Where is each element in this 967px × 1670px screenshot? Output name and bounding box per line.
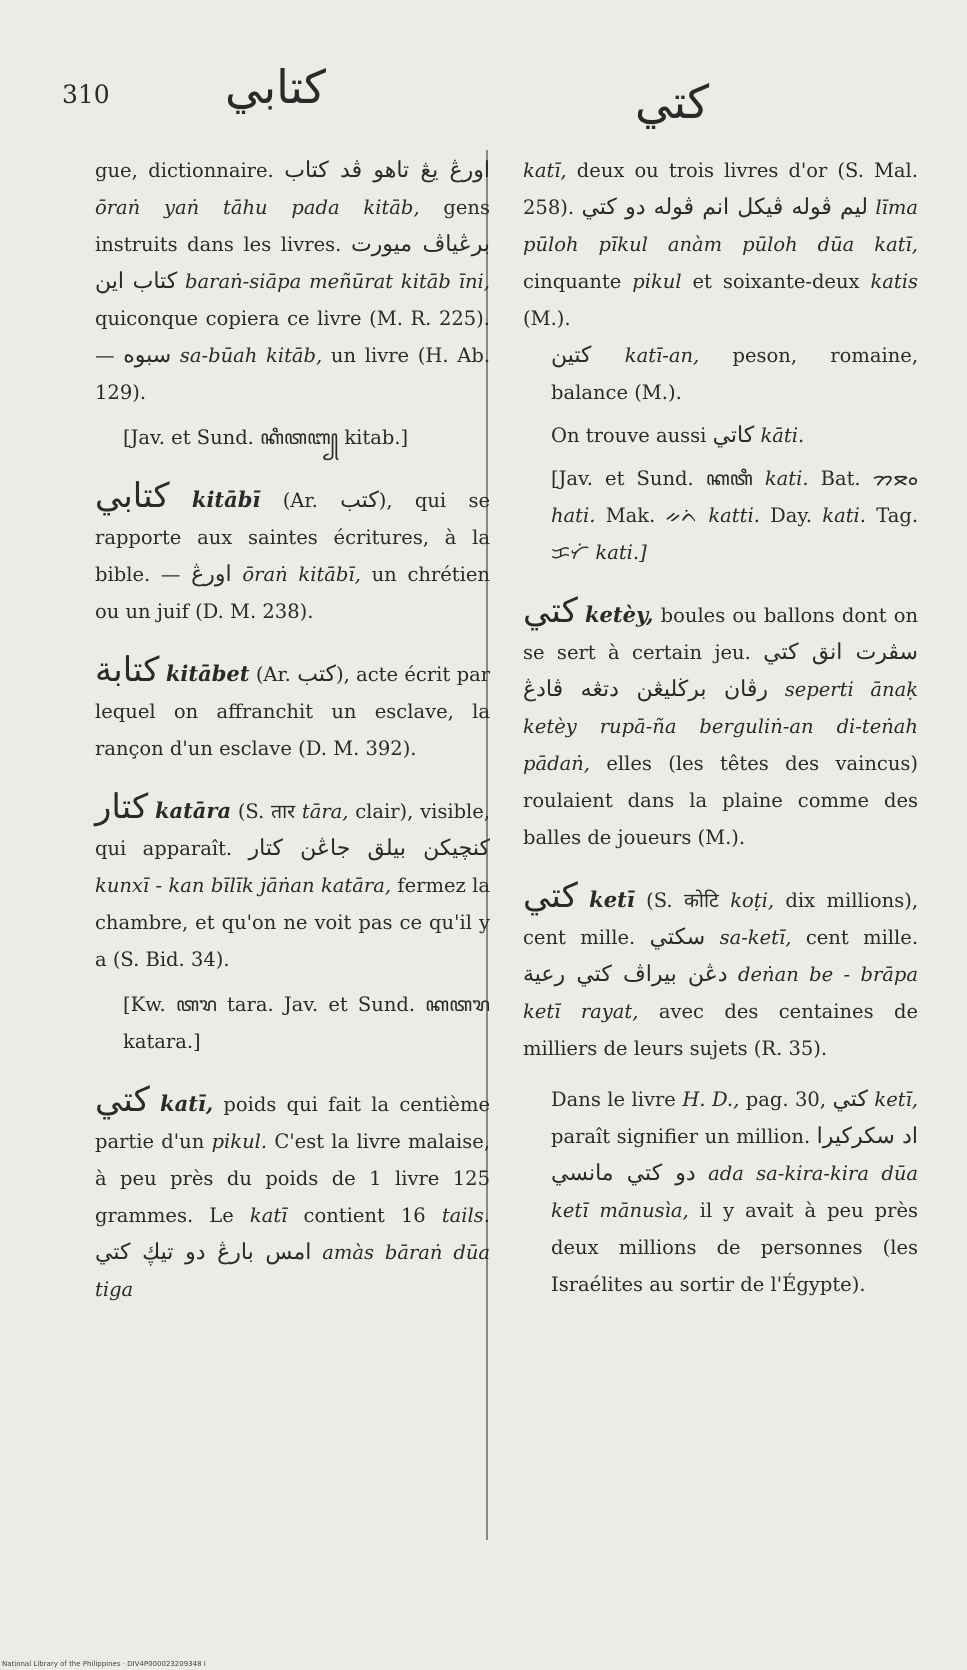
keti-million-note: Dans le livre H. D., pag. 30, كتي ketī, paraît signifier un million. اد سكركيرا دو كتي مانسي ada sa-kira-kira dūa ketī mānusìa, il y avait à peu près deux millions de personnes (les Israélites au sortir de l'Égypte). — [551, 1087, 919, 1296]
kati-cognates: [Jav. et Sund. ꦏꦠꦶ kati. Bat. ᯂᯖᯪ hati. Mak. ᨀᨈᨗ katti. Day. kati. Tag. ᜃᜆᜒ kati.] — [551, 467, 919, 564]
page-number: 310 — [62, 80, 110, 109]
entry-kitabi: كتابي kitābī (Ar. كتب), qui se rapporte aux saintes écritures, à la bible. — اورڠ ōraṅ kitābī, un chrétien ou un juif (D. M. 238). — [95, 476, 491, 623]
entry-katara: كتار katāra (S. तार tāra, clair), visible, qui apparaît. كنچيكن بيلق جاڠن كتار kunxī - kan bīlīk jāṅan katāra, fermez la chambre, et qu'on ne voit pas ce qu'il y a (S. Bid. 34). — [95, 787, 491, 971]
entry-kati: كتي katī, poids qui fait la centième partie d'un pikul. C'est la livre malaise, à peu près du poids de 1 livre 125 grammes. Le katī contient 16 tails. امس بارڠ دو تيڮ كتي amàs bāraṅ dūa tiga — [95, 1080, 491, 1301]
header-arabic-right: كتي — [635, 75, 710, 129]
entry-kitab-continuation: gue, dictionnaire. اورڠ يڠ تاهو ڤد كتاب ōraṅ yaṅ tāhu pada kitāb, gens instruits dans les livres. برڠياڤ ميورت كتاب اين baraṅ-siāpa meñūrat kitāb īni, quiconque copiera ce livre (M. R. 225). — سبوه sa-būah kitāb, un livre (H. Ab. 129). — [95, 158, 491, 404]
library-footer: National Library of the Philippines · DIV4P000023209348 I — [2, 1660, 206, 1668]
entry-keti: كتي ketī (S. कोटि koṭi, dix millions), cent mille. سكتي sa-ketī, cent mille. دڠن بيراڤ كتي رعية deṅan be - brāpa ketī rayat, avec des centaines de milliers de leurs sujets (R. 35). — [523, 876, 919, 1060]
entry-kati-continuation: katī, deux ou trois livres d'or (S. Mal. 258). ليم ڤوله ڤيكل انم ڤوله دو كتي līma pūloh pīkul anàm pūloh dūa katī, cinquante pikul et soixante-deux katis (M.). — [523, 159, 919, 330]
entry-katian: كتين katī-an, peson, romaine, balance (M.). — [551, 343, 919, 404]
entry-kitabet: كتابة kitābet (Ar. كتب), acte écrit par lequel on affranchit un esclave, la rançon d'un esclave (D. M. 392). — [95, 650, 491, 760]
katara-cognates: [Kw. ꦠꦫ tara. Jav. et Sund. ꦏꦠꦫ katara.] — [123, 993, 490, 1053]
entry-ketey: كتي ketèy, boules ou ballons dont on se sert à certain jeu. سڤرت انق كتي رڤان برڬليڠن دتڠه ڤادڠ seperti ānaḳ ketèy rupā-ña berguliṅ-an di-teṅah pādaṅ, elles (les têtes des vaincus) roulaient dans la plaine comme des balles de joueurs (M.). — [523, 591, 919, 849]
kitab-cognates: [Jav. et Sund. ꦏꦶꦠꦧ꧀ kitab.] — [123, 426, 409, 449]
right-column — [523, 152, 918, 1303]
kati-variant-note: On trouve aussi كاتي kāti. — [551, 423, 805, 448]
header-arabic-left: كتابي — [225, 60, 326, 114]
left-column — [95, 152, 490, 1308]
